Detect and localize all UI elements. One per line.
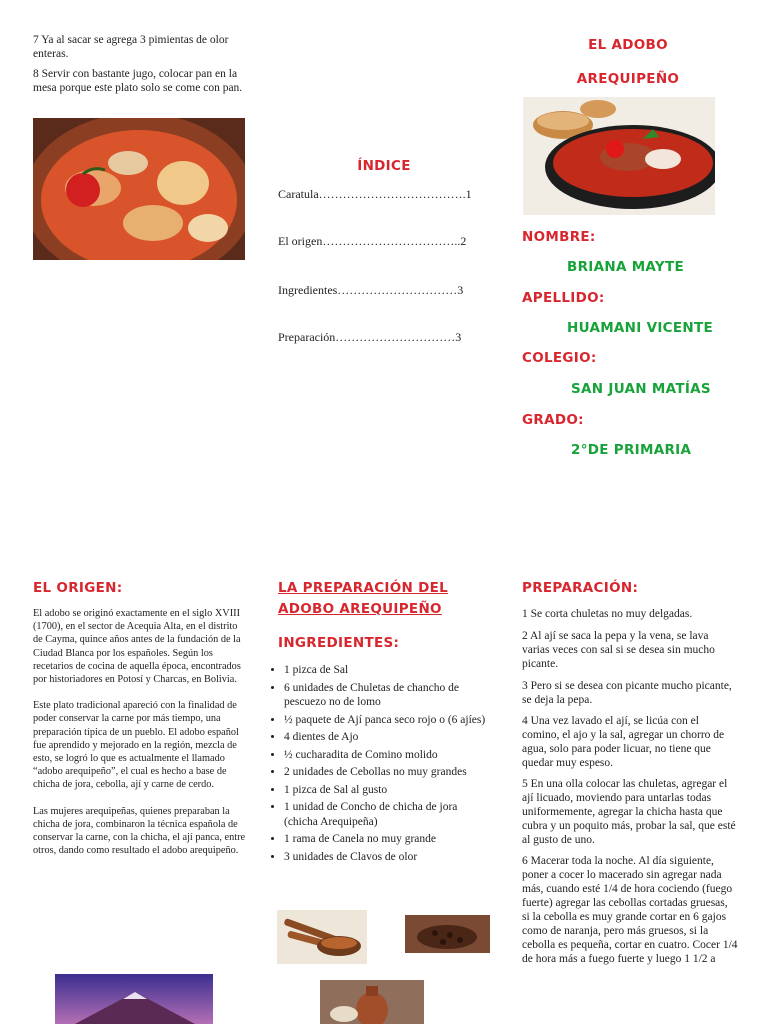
apellido-label: APELLIDO: (522, 290, 605, 306)
origen-paragraph-2: Este plato tradicional apareció con la finalidad de poder conservar la carne por más tiempo, una preparación típica de un pueblo. El adobo español fue aprendido y mejorado en la región, mezcla de esto, se logró lo que es actualmente el llamado “adobo arequipeño”, el cual es hecho a base de chicha de jora, cebolla, ají y carne de cerdo. (33, 700, 239, 791)
ingredient-item: • 3 unidades de Clavos de olor (284, 850, 488, 865)
colegio-value: SAN JUAN MATÍAS (571, 381, 711, 397)
cover-title-line2: AREQUIPEÑO (576, 71, 680, 87)
apellido-value: HUAMANI VICENTE (567, 320, 714, 336)
toc-item-ingredientes: Ingredientes…………………………3 (278, 283, 464, 297)
prep-step-2: 2 Al ají se saca la pepa y la vena, se lava varias veces con sal si se desea sin mucho picante. (522, 630, 715, 670)
nombre-value: BRIANA MAYTE (567, 259, 684, 275)
step-7: 7 Ya al sacar se agrega 3 pimientas de olor enteras. (33, 34, 229, 60)
top-left-steps (33, 33, 247, 101)
prep-step-6: 6 Macerar toda la noche. Al día siguiente, poner a cocer lo macerado sin agregar nada más, cuando esté 1/4 de hora cociendo (fuego fuerte) agregar las cebollas cortadas gruesas, si la cebolla es muy grande cortar en 6 gajos como de naranja, pero más gruesos, si la cebolla es pequeña, cortar en cuatro. Cocer 1/4 de hora más a fuego fuerte y luego 1 1/2 a (522, 855, 738, 965)
misti-volcano-photo (55, 974, 213, 1024)
prep-step-3: 3 Pero si se desea con picante mucho picante, se deja la pepa. (522, 680, 732, 706)
origen-title: EL ORIGEN: (33, 580, 123, 596)
toc-item-caratula: Caratula……………………………….1 (278, 187, 472, 201)
adobo-pot-photo (33, 118, 245, 260)
origen-paragraph-1: El adobo se originó exactamente en el siglo XVIII (1700), en el sector de Acequia Alta, en el distrito de Cayma, quince años antes de la fundación de la Ciudad Blanca por los españoles. Según los recetarios de cocina de aquella época, encontrados por historiadores en Potosí y Charcas, en Bolivia. (33, 608, 241, 686)
preparacion-title-line1: LA PREPARACIÓN DEL (278, 580, 449, 596)
cloves-photo (405, 915, 490, 953)
grado-label: GRADO: (522, 412, 584, 428)
toc-item-preparacion: Preparación…………………………3 (278, 330, 462, 344)
step-8: 8 Servir con bastante jugo, colocar pan en la mesa porque este plato solo se come con pan. (33, 68, 243, 94)
ingredient-item: • 6 unidades de Chuletas de chancho de pescuezo no de lomo (284, 681, 488, 710)
toc-item-origen: El origen……………………………..2 (278, 234, 467, 248)
preparacion-title-line2: ADOBO AREQUIPEÑO (278, 601, 442, 617)
chicha-jora-photo (320, 980, 424, 1024)
indice-title: ÍNDICE (357, 158, 411, 174)
ingredient-item: • 1 pizca de Sal al gusto (284, 783, 488, 798)
prep-step-4: 4 Una vez lavado el ají, se licúa con el comino, el ajo y la sal, agregar un chorro de agua, solo para poder licuar, no tiene que quedar muy espeso. (522, 715, 725, 769)
colegio-label: COLEGIO: (522, 350, 597, 366)
ingredient-item: • 1 unidad de Concho de chicha de jora (chicha Arequipeña) (284, 800, 488, 829)
ingredients-list-container (262, 663, 488, 867)
ingredient-item: • 1 rama de Canela no muy grande (284, 832, 488, 847)
preparacion-steps-title: PREPARACIÓN: (522, 580, 639, 596)
ingredient-item: • ½ paquete de Ají panca seco rojo o (6 ajíes) (284, 713, 488, 728)
cinnamon-photo (277, 910, 367, 964)
ingredientes-subtitle: INGREDIENTES: (278, 635, 400, 651)
origen-text (33, 607, 247, 863)
ingredient-item: • 4 dientes de Ajo (284, 730, 488, 745)
adobo-bowl-photo (523, 97, 715, 215)
prep-step-1: 1 Se corta chuletas no muy delgadas. (522, 608, 693, 620)
cover-title-line1: EL ADOBO (588, 37, 668, 53)
ingredient-item: • 1 pizca de Sal (284, 663, 488, 678)
prep-step-5: 5 En una olla colocar las chuletas, agregar el ají licuado, moviendo para untarlas todas uniformemente, agregar la chicha hasta que cubra y un poquito más, probar la sal, que esté al gusto de uno. (522, 778, 736, 846)
preparation-steps (522, 607, 738, 972)
origen-paragraph-3: Las mujeres arequipeñas, quienes preparaban la chicha de jora, combinaron la técnica española de conservar la carne, con la chicha, el ají panca, entre otros, dando como resultado el adobo arequipeño. (33, 805, 246, 857)
nombre-label: NOMBRE: (522, 229, 596, 245)
ingredients-list (262, 663, 488, 864)
grado-value: 2°DE PRIMARIA (571, 442, 692, 458)
ingredient-item: • ½ cucharadita de Comino molido (284, 748, 488, 763)
ingredient-item: • 2 unidades de Cebollas no muy grandes (284, 765, 488, 780)
